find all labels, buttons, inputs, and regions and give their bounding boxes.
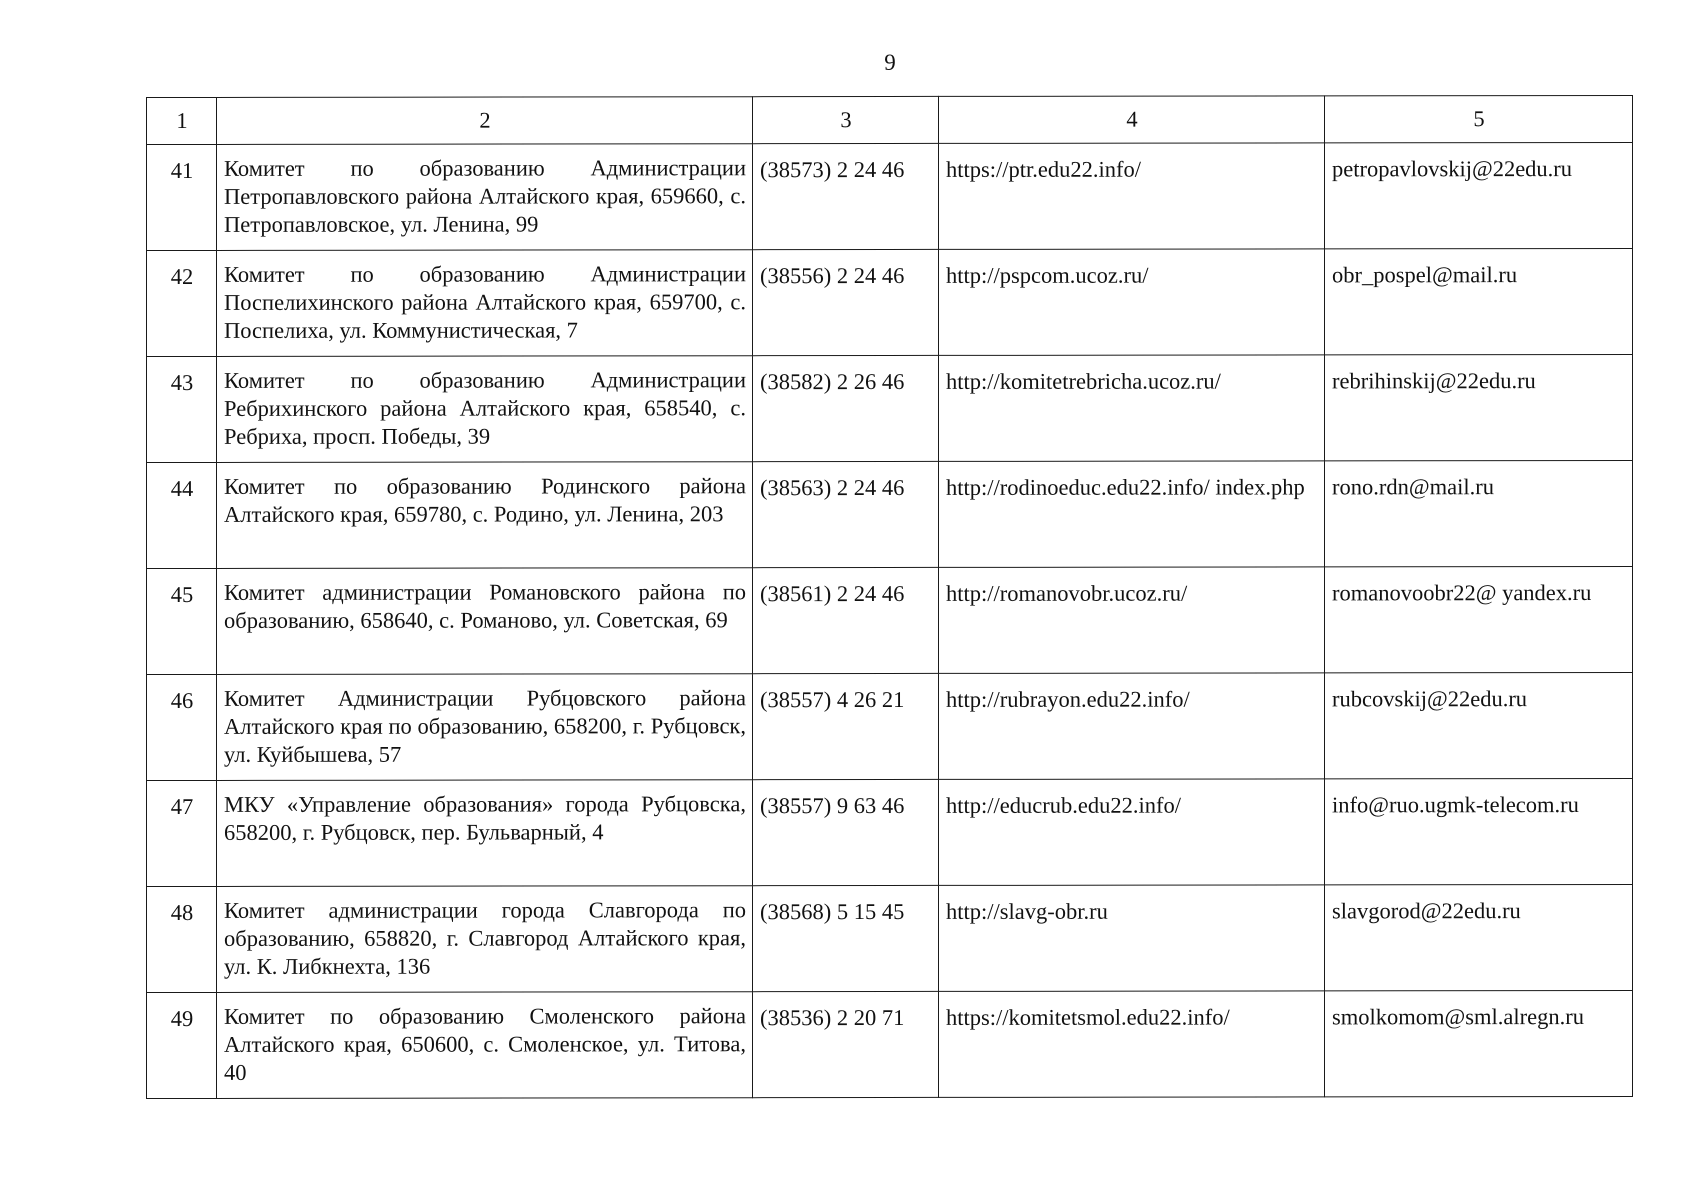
organizations-table-container: [146, 95, 1632, 1099]
row-number: 45: [147, 568, 217, 674]
website-url: http://educrub.edu22.info/: [939, 779, 1325, 886]
organization-name-address: Комитет администрации города Славгорода по образованию, 658820, г. Славгород Алтайского края, ул. К. Либкнехта, 136: [217, 886, 753, 993]
column-header-3: 3: [753, 96, 939, 143]
phone-number: (38573) 2 24 46: [753, 143, 939, 249]
phone-number: (38536) 2 20 71: [753, 991, 939, 1097]
phone-number: (38561) 2 24 46: [753, 567, 939, 673]
organization-name-address: Комитет по образованию Смоленского района Алтайского края, 650600, с. Смоленское, ул. Титова, 40: [217, 992, 753, 1099]
column-header-4: 4: [939, 96, 1325, 144]
table-row: [147, 248, 1633, 356]
website-url: https://ptr.edu22.info/: [939, 143, 1325, 250]
email-address: romanovoobr22@ yandex.ru: [1325, 566, 1633, 672]
organization-name-address: Комитет Администрации Рубцовского района Алтайского края по образованию, 658200, г. Рубцовск, ул. Куйбышева, 57: [217, 674, 753, 781]
table-row: [147, 884, 1633, 992]
website-url: http://pspcom.ucoz.ru/: [939, 249, 1325, 356]
organization-name-address: Комитет по образованию Родинского района Алтайского края, 659780, с. Родино, ул. Ленина, 203: [217, 462, 753, 569]
email-address: smolkomom@sml.alregn.ru: [1325, 990, 1633, 1096]
phone-number: (38582) 2 26 46: [753, 355, 939, 461]
email-address: rebrihinskij@22edu.ru: [1325, 354, 1633, 460]
phone-number: (38568) 5 15 45: [753, 885, 939, 991]
row-number: 43: [147, 356, 217, 462]
organization-name-address: Комитет по образованию Администрации Ребрихинского района Алтайского края, 658540, с. Ребриха, просп. Победы, 39: [217, 356, 753, 463]
website-url: http://rodinoeduc.edu22.info/ index.php: [939, 461, 1325, 568]
email-address: obr_pospel@mail.ru: [1325, 248, 1633, 354]
page-number: 9: [884, 50, 896, 75]
row-number: 41: [147, 144, 217, 250]
website-url: http://komitetrebricha.ucoz.ru/: [939, 355, 1325, 462]
website-url: http://slavg-obr.ru: [939, 885, 1325, 992]
row-number: 47: [147, 780, 217, 886]
email-address: rono.rdn@mail.ru: [1325, 460, 1633, 566]
column-header-5: 5: [1325, 95, 1633, 142]
row-number: 49: [147, 992, 217, 1098]
row-number: 44: [147, 462, 217, 568]
phone-number: (38557) 9 63 46: [753, 779, 939, 885]
table-row: [147, 142, 1633, 250]
row-number: 42: [147, 250, 217, 356]
organization-name-address: Комитет по образованию Администрации Поспелихинского района Алтайского края, 659700, с. Поспелиха, ул. Коммунистическая, 7: [217, 250, 753, 357]
table-header-row: [147, 95, 1633, 144]
phone-number: (38563) 2 24 46: [753, 461, 939, 567]
organization-name-address: Комитет администрации Романовского района по образованию, 658640, с. Романово, ул. Советская, 69: [217, 568, 753, 675]
table-row: [147, 566, 1633, 674]
organizations-table: [146, 95, 1633, 1099]
phone-number: (38556) 2 24 46: [753, 249, 939, 355]
website-url: https://komitetsmol.edu22.info/: [939, 991, 1325, 1098]
website-url: http://rubrayon.edu22.info/: [939, 673, 1325, 780]
email-address: petropavlovskij@22edu.ru: [1325, 142, 1633, 248]
row-number: 48: [147, 886, 217, 992]
row-number: 46: [147, 674, 217, 780]
table-row: [147, 778, 1633, 886]
column-header-1: 1: [147, 97, 217, 144]
email-address: info@ruo.ugmk-telecom.ru: [1325, 778, 1633, 884]
organization-name-address: Комитет по образованию Администрации Петропавловского района Алтайского края, 659660, с. Петропавловское, ул. Ленина, 99: [217, 144, 753, 251]
email-address: rubcovskij@22edu.ru: [1325, 672, 1633, 778]
table-row: [147, 990, 1633, 1098]
phone-number: (38557) 4 26 21: [753, 673, 939, 779]
column-header-2: 2: [217, 97, 753, 145]
table-row: [147, 672, 1633, 780]
email-address: slavgorod@22edu.ru: [1325, 884, 1633, 990]
organization-name-address: МКУ «Управление образования» города Рубцовска, 658200, г. Рубцовск, пер. Бульварный, 4: [217, 780, 753, 887]
table-row: [147, 354, 1633, 462]
website-url: http://romanovobr.ucoz.ru/: [939, 567, 1325, 674]
table-row: [147, 460, 1633, 568]
